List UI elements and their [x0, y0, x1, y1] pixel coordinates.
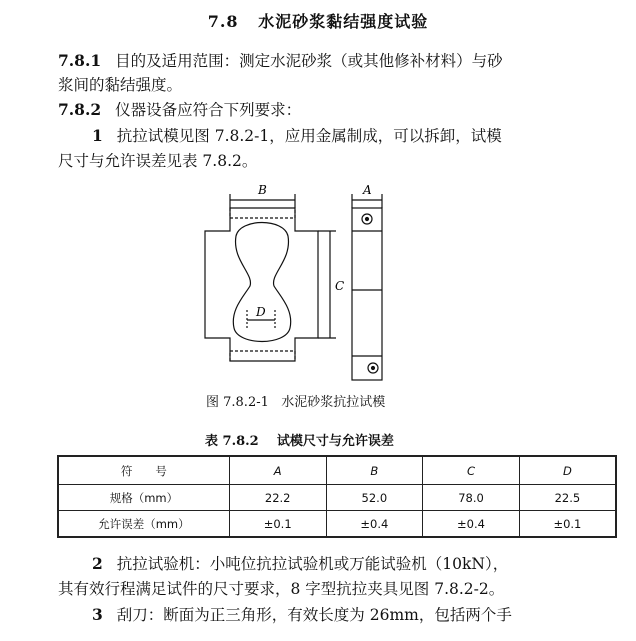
item-1-cont: 尺寸与允许误差见表 7.8.2。	[58, 152, 258, 170]
paragraph-7-8-1	[58, 50, 503, 72]
figure-eight-cavity	[233, 223, 290, 342]
table-cell: 52.0	[326, 485, 423, 511]
item-3	[92, 604, 512, 626]
item-number: 3	[92, 605, 103, 624]
table-header-cell: C	[423, 456, 520, 485]
paragraph-7-8-1-cont: 浆间的黏结强度。	[58, 76, 183, 94]
table-header-row	[58, 456, 616, 485]
dimension-table	[57, 455, 617, 538]
paragraph-number: 7.8.2	[58, 100, 102, 119]
mold-drawing	[190, 178, 420, 393]
table-header-cell: A	[229, 456, 326, 485]
item-number: 2	[92, 554, 103, 573]
item-text: 刮刀：断面为正三角形，有效长度为 26mm，包括两个手	[116, 606, 512, 624]
paragraph-number: 7.8.1	[58, 51, 102, 70]
paragraph-text: 仪器设备应符合下列要求：	[115, 101, 302, 119]
table-cell: ±0.1	[229, 511, 326, 538]
table-header-cell: 符 号	[58, 456, 229, 485]
table-header-cell: D	[519, 456, 616, 485]
table-cell: 22.5	[519, 485, 616, 511]
table-title-number: 表 7.8.2	[205, 434, 259, 449]
item-1	[92, 125, 502, 147]
section-title-text: 水泥砂浆黏结强度试验	[258, 12, 429, 31]
dim-b-label: B	[258, 183, 267, 197]
table-cell: 允许误差（mm）	[58, 511, 229, 538]
item-number: 1	[92, 126, 103, 145]
table-cell: ±0.4	[326, 511, 423, 538]
table-header-cell: B	[326, 456, 423, 485]
table-cell: ±0.4	[423, 511, 520, 538]
table-cell: 22.2	[229, 485, 326, 511]
figure-caption	[206, 391, 385, 410]
table-cell: ±0.1	[519, 511, 616, 538]
item-text: 抗拉试验机：小吨位抗拉试验机或万能试验机（10kN），	[116, 555, 509, 573]
table-cell: 78.0	[423, 485, 520, 511]
table-title-text: 试模尺寸与允许误差	[276, 434, 394, 449]
figure-caption-number: 图 7.8.2-1	[206, 395, 269, 410]
section-title	[0, 9, 636, 32]
mold-lug-top	[230, 208, 295, 218]
section-number: 7.8	[207, 12, 239, 31]
dim-a-label: A	[363, 183, 372, 197]
mold-lug-bottom	[230, 351, 295, 361]
item-text: 抗拉试模见图 7.8.2-1，应用金属制成，可以拆卸，试模	[116, 127, 502, 145]
table-cell: 规格（mm）	[58, 485, 229, 511]
item-2	[92, 553, 508, 575]
dim-c-label: C	[335, 279, 345, 293]
mold-outline	[205, 208, 318, 361]
figure-caption-title: 水泥砂浆抗拉试模	[281, 395, 386, 410]
table-row	[58, 511, 616, 538]
table-title	[205, 430, 394, 449]
dim-d-label: D	[256, 305, 266, 319]
mold-side-view	[352, 208, 382, 380]
item-2-cont: 其有效行程满足试件的尺寸要求，8 字型抗拉夹具见图 7.8.2-2。	[58, 580, 505, 598]
paragraph-7-8-2	[58, 99, 301, 121]
paragraph-text: 目的及适用范围：测定水泥砂浆（或其他修补材料）与砂	[115, 52, 503, 70]
table-row	[58, 485, 616, 511]
